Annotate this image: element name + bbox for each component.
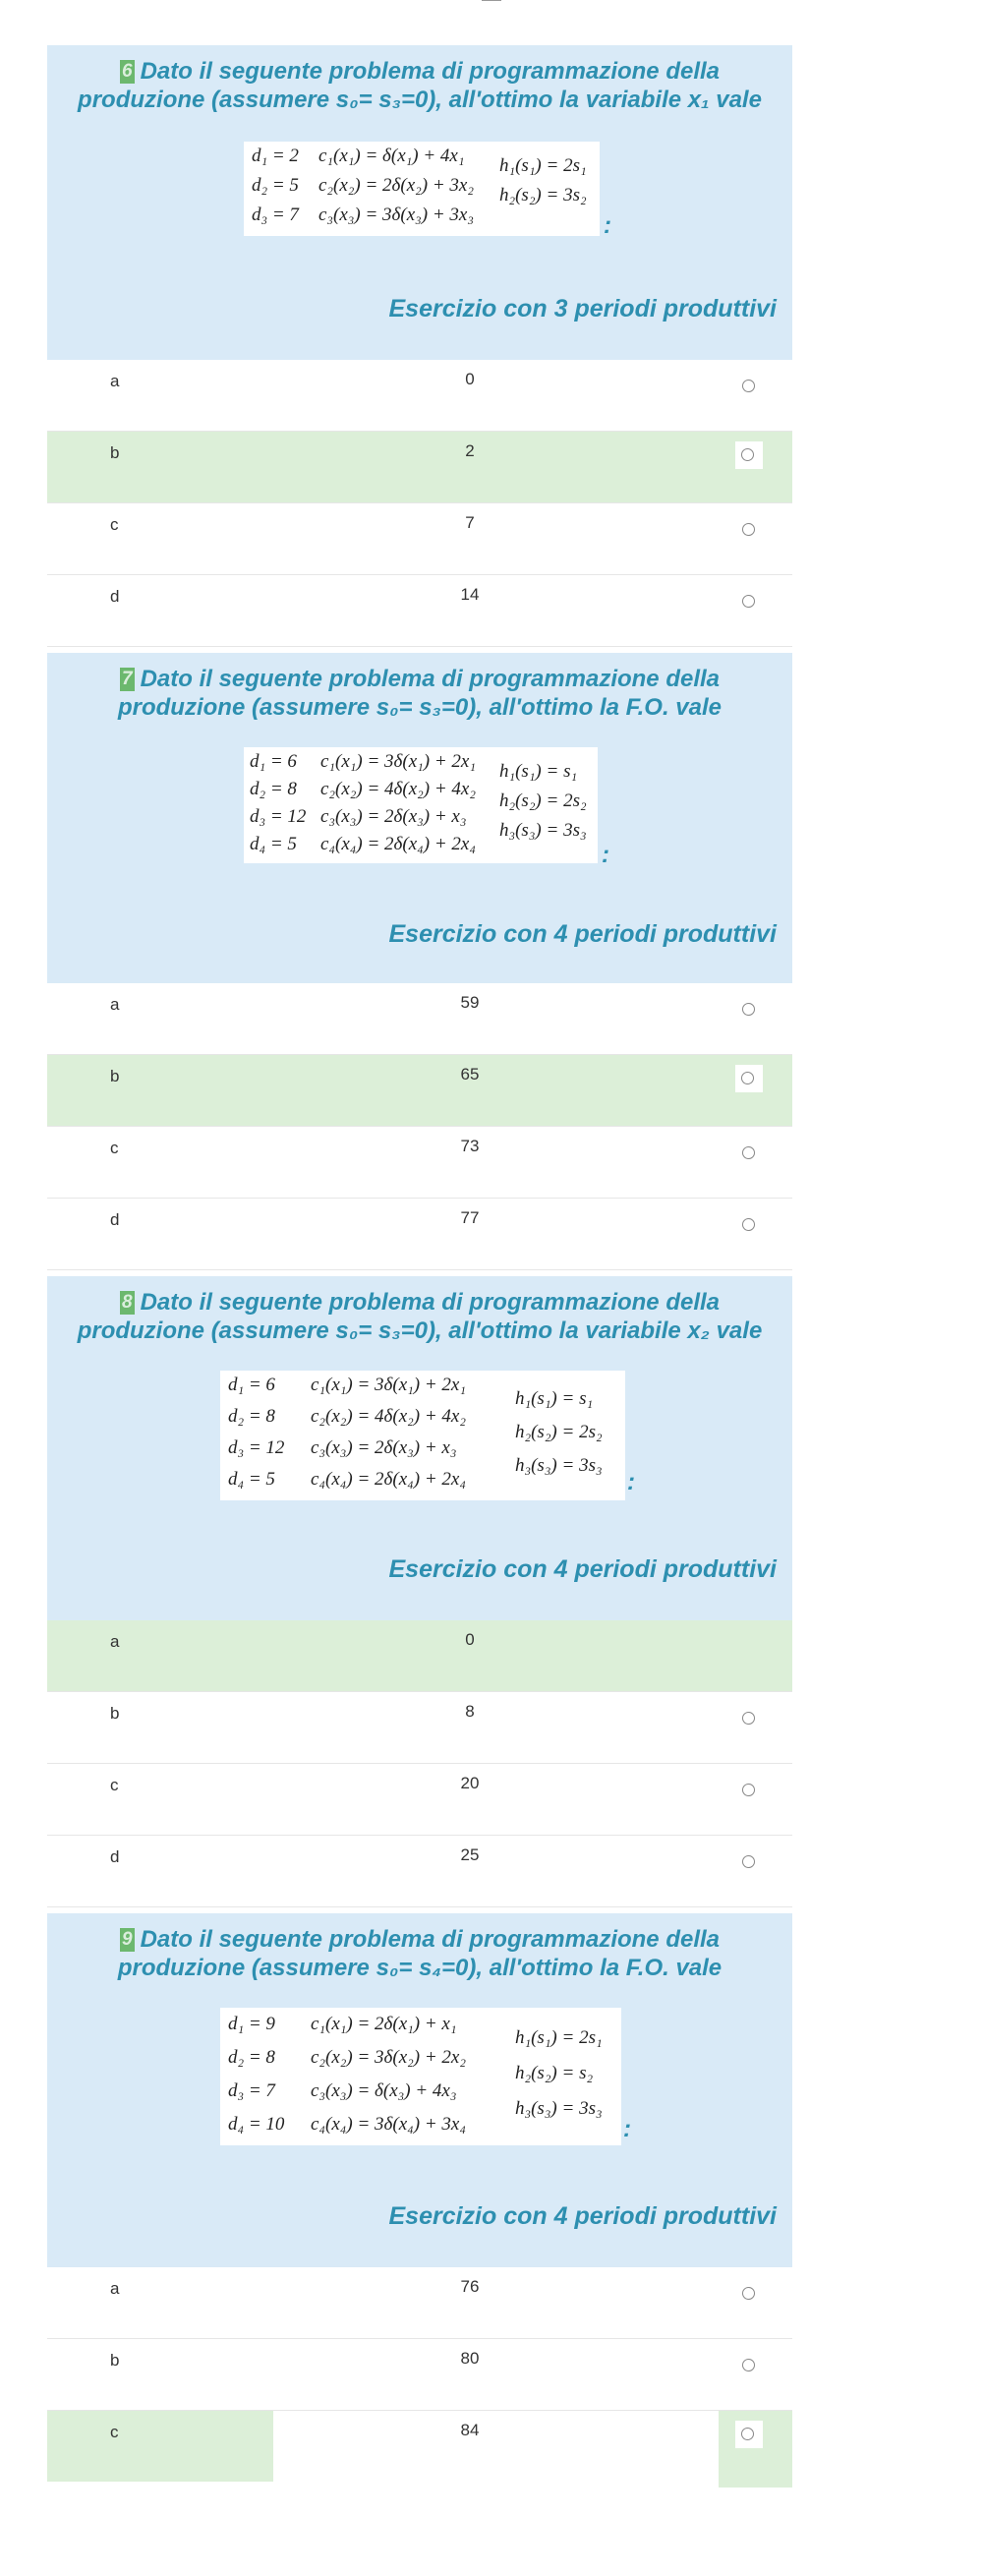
question-number: 6 [121,61,133,82]
radio-button[interactable] [742,1712,755,1725]
formula-image [220,2008,621,2145]
formula-cost: c₂(x₂) = 4δ(x₂) + 4x₂ [320,779,476,799]
radio-box [735,2421,763,2448]
answer-value: 76 [460,2277,480,2296]
question-title [47,653,792,722]
question-header [47,45,792,360]
answer-option[interactable] [47,360,792,432]
formula-cost: c₁(x₁) = δ(x₁) + 4x₁ [318,146,465,166]
answer-value: 59 [460,993,480,1012]
answer-option[interactable] [47,1764,792,1836]
radio-button[interactable] [742,1146,755,1159]
answer-option[interactable] [47,2339,792,2411]
formula-demand: d₁ = 6 [228,1375,275,1395]
radio-button[interactable] [741,448,754,461]
radio-button[interactable] [742,380,755,392]
formula-cost: c₁(x₁) = 3δ(x₁) + 2x₁ [320,751,476,772]
answer-option[interactable] [47,1620,792,1692]
formula-demand: d₂ = 5 [252,175,299,196]
exercise-label: Esercizio con 4 periodi produttivi [388,2202,777,2230]
question-header [47,1913,792,2267]
formula-colon: : [623,2116,631,2142]
answer-option[interactable] [47,575,792,647]
formula-holding: h₂(s₂) = 2s₂ [499,790,587,811]
formula-colon: : [627,1469,635,1495]
question-number: 9 [121,1929,133,1950]
formula-demand: d₄ = 5 [250,834,297,854]
formula-holding: h₁(s₁) = 2s₁ [499,155,587,176]
exercise-label: Esercizio con 3 periodi produttivi [388,295,777,322]
formula-holding: h₁(s₁) = s₁ [499,761,578,782]
formula-holding: h₁(s₁) = 2s₁ [515,2027,603,2048]
answer-letter: c [110,2423,119,2441]
formula-demand: d₄ = 10 [228,2114,285,2135]
question-7 [47,653,792,1270]
formula-cost: c₂(x₂) = 3δ(x₂) + 2x₂ [311,2047,466,2068]
question-title [47,1913,792,1982]
question-6 [47,45,792,647]
answer-letter: d [110,1847,120,1866]
answer-letter: d [110,587,120,606]
radio-button[interactable] [741,2428,754,2440]
answer-option[interactable] [47,983,792,1055]
formula-holding: h₂(s₂) = s₂ [515,2063,594,2083]
radio-button[interactable] [742,523,755,536]
answer-letter: a [110,372,120,390]
formula-holding: h₁(s₁) = s₁ [515,1388,594,1409]
formula-cost: c₃(x₃) = 2δ(x₃) + x₃ [320,806,467,827]
formula-cost: c₃(x₃) = δ(x₃) + 4x₃ [311,2080,457,2101]
answer-letter: d [110,1210,120,1229]
formula-demand: d₁ = 6 [250,751,297,772]
answer-letter: c [110,1139,119,1157]
answer-value: 8 [465,1702,475,1721]
answer-option[interactable] [47,503,792,575]
answer-value: 2 [465,441,475,460]
radio-button[interactable] [742,1218,755,1231]
question-8 [47,1276,792,1907]
formula-demand: d₁ = 2 [252,146,299,166]
formula-cost: c₄(x₄) = 3δ(x₄) + 3x₄ [311,2114,466,2135]
answer-letter: b [110,2351,120,2370]
answer-value: 65 [460,1065,480,1083]
answer-letter: a [110,1632,120,1651]
formula-cost: c₁(x₁) = 2δ(x₁) + x₁ [311,2014,457,2034]
answer-value: 80 [460,2349,480,2368]
answer-value: 20 [460,1774,480,1792]
answer-value: 0 [465,1630,475,1649]
answer-letter: c [110,515,119,534]
answer-option[interactable] [47,2411,792,2482]
question-text: Dato il seguente problema di programmazione della produzione (assumere s₀= s₃=0), all'ottimo la F.O. vale [117,666,723,721]
radio-button[interactable] [742,1855,755,1868]
formula-cost: c₃(x₃) = 2δ(x₃) + x₃ [311,1437,457,1458]
answer-letter: b [110,1067,120,1085]
radio-button[interactable] [742,595,755,608]
formula-holding: h₃(s₃) = 3s₃ [499,820,587,841]
question-text: Dato il seguente problema di programmazione della produzione (assumere s₀= s₃=0), all'ottimo la variabile x₂ vale [77,1289,763,1344]
question-text: Dato il seguente problema di programmazione della produzione (assumere s₀= s₃=0), all'ottimo la variabile x₁ vale [78,58,762,113]
page-top-mark [482,0,501,1]
answer-option[interactable] [47,432,792,503]
formula-demand: d₂ = 8 [250,779,297,799]
formula-cost: c₁(x₁) = 3δ(x₁) + 2x₁ [311,1375,466,1395]
answer-letter: c [110,1776,119,1794]
formula-holding: h₂(s₂) = 3s₂ [499,185,587,205]
formula-demand: d₃ = 12 [250,806,307,827]
answer-letter: a [110,995,120,1014]
formula-demand: d₃ = 7 [252,205,299,225]
formula-demand: d₂ = 8 [228,1406,275,1427]
formula-colon: : [604,212,611,239]
formula-image [244,747,598,863]
radio-box [735,1065,763,1092]
exercise-label: Esercizio con 4 periodi produttivi [388,1555,777,1583]
formula-cost: c₂(x₂) = 2δ(x₂) + 3x₂ [318,175,474,196]
formula-demand: d₁ = 9 [228,2014,275,2034]
answer-letter: b [110,1704,120,1723]
question-number: 7 [121,669,133,689]
answer-value: 25 [460,1845,480,1864]
exercise-label: Esercizio con 4 periodi produttivi [388,920,777,948]
formula-colon: : [602,842,609,868]
answer-value: 7 [465,513,475,532]
answer-value: 73 [460,1137,480,1155]
answer-option[interactable] [47,1692,792,1764]
formula-image [220,1371,625,1500]
formula-image [244,142,600,236]
formula-holding: h₃(s₃) = 3s₃ [515,2098,603,2119]
formula-demand: d₃ = 7 [228,2080,275,2101]
radio-button[interactable] [742,1784,755,1796]
radio-button[interactable] [742,2287,755,2300]
answer-letter: a [110,2279,120,2298]
answer-value: 14 [460,585,480,604]
question-title [47,45,792,114]
answer-option[interactable] [47,1055,792,1127]
answer-letter: b [110,443,120,462]
question-text: Dato il seguente problema di programmazione della produzione (assumere s₀= s₄=0), all'ottimo la F.O. vale [117,1926,723,1981]
formula-demand: d₂ = 8 [228,2047,275,2068]
radio-button[interactable] [741,1072,754,1084]
formula-cost: c₂(x₂) = 4δ(x₂) + 4x₂ [311,1406,466,1427]
radio-box [735,441,763,469]
formula-cost: c₄(x₄) = 2δ(x₄) + 2x₄ [320,834,476,854]
selection-highlight [47,2411,273,2482]
question-9 [47,1913,792,2482]
formula-cost: c₄(x₄) = 2δ(x₄) + 2x₄ [311,1469,466,1490]
question-title [47,1276,792,1345]
answer-option[interactable] [47,1199,792,1270]
question-number: 8 [121,1292,133,1313]
formula-holding: h₃(s₃) = 3s₃ [515,1455,603,1476]
radio-button[interactable] [742,1003,755,1016]
answer-option[interactable] [47,2267,792,2339]
answer-option[interactable] [47,1836,792,1907]
answer-value: 77 [460,1208,480,1227]
answer-value: 84 [460,2421,480,2439]
formula-holding: h₂(s₂) = 2s₂ [515,1422,603,1442]
question-header [47,1276,792,1620]
answer-option[interactable] [47,1127,792,1199]
question-header [47,653,792,983]
formula-cost: c₃(x₃) = 3δ(x₃) + 3x₃ [318,205,474,225]
formula-demand: d₃ = 12 [228,1437,285,1458]
radio-button[interactable] [742,2359,755,2371]
quiz-container [47,45,792,2482]
formula-demand: d₄ = 5 [228,1469,275,1490]
answer-value: 0 [465,370,475,388]
